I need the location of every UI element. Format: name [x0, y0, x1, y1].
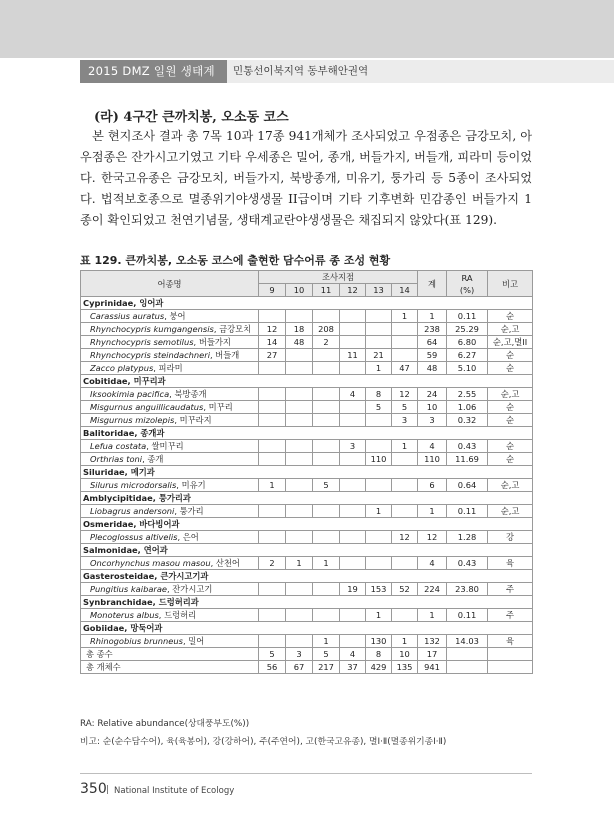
- species-name: [81, 401, 259, 414]
- site-count: [259, 583, 286, 596]
- col-header-site: 13: [366, 284, 392, 297]
- site-count: [313, 362, 340, 375]
- scientific-name: Monoterus albus: [90, 610, 159, 620]
- site-count: [286, 635, 313, 648]
- site-count: [313, 453, 340, 466]
- korean-name: , 드렁허리: [158, 610, 197, 620]
- body-paragraph: [80, 126, 532, 231]
- family-name: Osmeridae, 바다빙어과: [81, 518, 533, 531]
- col-header-total: 계: [418, 271, 447, 297]
- site-count: [286, 479, 313, 492]
- scientific-name: Rhynchocypris steindachneri: [90, 350, 210, 360]
- korean-name: , 산천어: [210, 558, 240, 568]
- family-name: Cyprinidae, 잉어과: [81, 297, 533, 310]
- site-count: [366, 336, 392, 349]
- ra-value: 1.28: [447, 531, 488, 544]
- scientific-name: Pungitius kaibarae: [90, 584, 168, 594]
- site-total: 429: [366, 661, 392, 674]
- site-count: 1: [366, 609, 392, 622]
- site-count: [340, 479, 366, 492]
- site-count: 1: [286, 557, 313, 570]
- site-count: 110: [366, 453, 392, 466]
- site-count: [286, 440, 313, 453]
- site-count: 3: [392, 414, 418, 427]
- korean-name: , 밀어: [182, 636, 205, 646]
- species-row: [81, 531, 533, 544]
- site-count: [392, 609, 418, 622]
- site-count: [366, 310, 392, 323]
- korean-name: , 쌀미꾸리: [146, 441, 184, 451]
- family-row: [81, 518, 533, 531]
- ra-value: 0.32: [447, 414, 488, 427]
- species-name: [81, 583, 259, 596]
- site-count: [366, 531, 392, 544]
- site-total: 3: [286, 648, 313, 661]
- species-row: [81, 609, 533, 622]
- site-count: [366, 479, 392, 492]
- total-count: 1: [418, 609, 447, 622]
- site-count: [340, 531, 366, 544]
- family-row: [81, 375, 533, 388]
- page-number: 350: [80, 781, 107, 797]
- site-count: [313, 505, 340, 518]
- species-row: [81, 310, 533, 323]
- korean-name: , 미꾸라지: [174, 415, 212, 425]
- site-count: [286, 505, 313, 518]
- site-count: [313, 310, 340, 323]
- remark-value: 강: [488, 531, 533, 544]
- family-name: Gasterosteidae, 큰가시고기과: [81, 570, 533, 583]
- ra-value: [447, 648, 488, 661]
- site-count: [340, 323, 366, 336]
- top-band: [0, 0, 614, 58]
- site-total: 10: [392, 648, 418, 661]
- ra-value: 23.80: [447, 583, 488, 596]
- ra-value: 0.11: [447, 310, 488, 323]
- total-count: 6: [418, 479, 447, 492]
- remark-value: 순,고: [488, 388, 533, 401]
- total-count: 12: [418, 531, 447, 544]
- korean-name: , 피라미: [153, 363, 183, 373]
- site-total: 56: [259, 661, 286, 674]
- site-count: 18: [286, 323, 313, 336]
- scientific-name: Plecoglossus altivelis: [90, 532, 178, 542]
- site-count: [313, 440, 340, 453]
- site-count: 1: [392, 635, 418, 648]
- species-name: [81, 635, 259, 648]
- site-count: [259, 531, 286, 544]
- species-row: [81, 557, 533, 570]
- site-count: [259, 362, 286, 375]
- species-name: [81, 479, 259, 492]
- site-count: 21: [366, 349, 392, 362]
- site-count: [340, 505, 366, 518]
- korean-name: , 붕어: [164, 311, 186, 321]
- site-total: 4: [340, 648, 366, 661]
- total-count: 1: [418, 505, 447, 518]
- site-count: [392, 349, 418, 362]
- korean-name: , 버들개: [210, 350, 240, 360]
- total-count: 48: [418, 362, 447, 375]
- remark-value: 순: [488, 440, 533, 453]
- grand-total: 941: [418, 661, 447, 674]
- family-row: [81, 622, 533, 635]
- ra-label: RA: [461, 272, 473, 283]
- species-name: [81, 336, 259, 349]
- site-count: [286, 609, 313, 622]
- site-count: 5: [366, 401, 392, 414]
- ra-value: 0.64: [447, 479, 488, 492]
- site-count: [259, 310, 286, 323]
- scientific-name: Misgurnus anguillicaudatus: [90, 402, 204, 412]
- total-count: 4: [418, 557, 447, 570]
- total-row: [81, 661, 533, 674]
- site-count: 3: [340, 440, 366, 453]
- total-count: 132: [418, 635, 447, 648]
- site-count: [259, 453, 286, 466]
- site-count: [340, 453, 366, 466]
- ra-value: 2.55: [447, 388, 488, 401]
- site-count: [392, 453, 418, 466]
- total-count: 1: [418, 310, 447, 323]
- scientific-name: Rhynchocypris semotilus: [90, 337, 194, 347]
- korean-name: , 미꾸리: [203, 402, 233, 412]
- remark-value: 순: [488, 310, 533, 323]
- korean-name: , 은어: [177, 532, 199, 542]
- paragraph-text: 본 현지조사 결과 총 7목 10과 17종 941개체가 조사되었고 우점종은 금강모치, 아우점종은 잔가시고기였고 기타 우세종은 밀어, 종개, 버들가지, 버들개, 피라미 등이었다. 한국고유종은 금강모치, 버들가지, 북방종개, 미유기, 퉁가리 등 5종이 조사되었다. 법적보호종으로 멸종위기야생생물 II급이며 기타 기후변화 민감종인 버들가지 1종이 확인되었고 천연기념물, 생태계교란야생생물은 채집되지 않았다(표 129).: [80, 129, 533, 227]
- species-row: [81, 362, 533, 375]
- family-row: [81, 492, 533, 505]
- site-count: [259, 388, 286, 401]
- scientific-name: Lefua costata: [90, 441, 147, 451]
- remark-value: [488, 661, 533, 674]
- family-row: [81, 570, 533, 583]
- site-count: 1: [313, 635, 340, 648]
- scientific-name: Iksookimia pacifica: [90, 389, 170, 399]
- remark-value: 육: [488, 557, 533, 570]
- footer-rule: [80, 773, 532, 774]
- family-name: Siluridae, 메기과: [81, 466, 533, 479]
- site-count: 48: [286, 336, 313, 349]
- scientific-name: Rhinogobius brunneus: [90, 636, 183, 646]
- site-count: 8: [366, 388, 392, 401]
- remark-note: 비고: 순(순수담수어), 육(육봉어), 강(강하어), 주(주연어), 고(한국고유종), 멸Ⅰ·Ⅱ(멸종위기종Ⅰ·Ⅱ): [80, 737, 447, 747]
- site-count: [340, 401, 366, 414]
- korean-name: , 퉁가리: [174, 506, 204, 516]
- ra-unit: (%): [459, 284, 475, 295]
- report-title: 2015 DMZ 일원 생태계 조사: [80, 60, 227, 83]
- site-count: [313, 388, 340, 401]
- family-name: Cobitidae, 미꾸리과: [81, 375, 533, 388]
- col-header-site: 11: [313, 284, 340, 297]
- site-count: [392, 505, 418, 518]
- family-row: [81, 297, 533, 310]
- scientific-name: Rhynchocypris kumgangensis: [90, 324, 214, 334]
- site-count: 1: [366, 505, 392, 518]
- family-row: [81, 427, 533, 440]
- remark-value: 순: [488, 453, 533, 466]
- site-count: [259, 401, 286, 414]
- site-count: 27: [259, 349, 286, 362]
- site-count: [259, 440, 286, 453]
- site-count: 52: [392, 583, 418, 596]
- site-count: 14: [259, 336, 286, 349]
- species-name: [81, 531, 259, 544]
- site-count: [340, 635, 366, 648]
- site-count: [286, 531, 313, 544]
- family-row: [81, 596, 533, 609]
- family-name: Salmonidae, 연어과: [81, 544, 533, 557]
- species-row: [81, 583, 533, 596]
- site-count: 47: [392, 362, 418, 375]
- site-count: [313, 609, 340, 622]
- scientific-name: Liobagrus andersoni: [90, 506, 175, 516]
- species-row: [81, 388, 533, 401]
- col-header-ra: [447, 271, 488, 297]
- species-row: [81, 349, 533, 362]
- total-count: 59: [418, 349, 447, 362]
- ra-value: 0.43: [447, 440, 488, 453]
- korean-name: , 잔가시고기: [167, 584, 213, 594]
- family-name: Synbranchidae, 드렁허리과: [81, 596, 533, 609]
- site-count: [392, 479, 418, 492]
- remark-value: [488, 648, 533, 661]
- site-count: 130: [366, 635, 392, 648]
- species-row: [81, 414, 533, 427]
- site-count: 12: [392, 531, 418, 544]
- site-count: [366, 414, 392, 427]
- total-count: 3: [418, 414, 447, 427]
- site-count: [366, 440, 392, 453]
- total-label: 총 개체수: [81, 661, 259, 674]
- remark-value: 순,고: [488, 505, 533, 518]
- col-header-site: 10: [286, 284, 313, 297]
- total-count: 24: [418, 388, 447, 401]
- footer-separator: |: [106, 785, 110, 795]
- korean-name: , 종개: [142, 454, 164, 464]
- total-count: 238: [418, 323, 447, 336]
- species-row: [81, 453, 533, 466]
- ra-value: 14.03: [447, 635, 488, 648]
- species-row: [81, 323, 533, 336]
- korean-name: , 북방종개: [169, 389, 207, 399]
- site-count: 5: [313, 479, 340, 492]
- footer-institute: National Institute of Ecology: [114, 786, 235, 796]
- remark-value: 순: [488, 414, 533, 427]
- ra-value: 25.29: [447, 323, 488, 336]
- site-count: [286, 583, 313, 596]
- site-count: [340, 336, 366, 349]
- site-count: 153: [366, 583, 392, 596]
- site-count: [259, 414, 286, 427]
- site-count: [286, 388, 313, 401]
- col-header-site: 9: [259, 284, 286, 297]
- site-count: [366, 323, 392, 336]
- species-name: [81, 505, 259, 518]
- remark-value: 순,고: [488, 323, 533, 336]
- site-count: 4: [340, 388, 366, 401]
- col-header-species: 어종명: [81, 271, 259, 297]
- col-header-site: 14: [392, 284, 418, 297]
- species-name: [81, 557, 259, 570]
- col-header-sites: 조사지점: [259, 271, 418, 284]
- site-count: 2: [259, 557, 286, 570]
- korean-name: , 금강모치: [213, 324, 252, 334]
- scientific-name: Orthrias toni: [90, 454, 143, 464]
- ra-value: 11.69: [447, 453, 488, 466]
- species-row: [81, 505, 533, 518]
- species-row: [81, 336, 533, 349]
- site-count: 12: [392, 388, 418, 401]
- remark-value: 순: [488, 362, 533, 375]
- family-row: [81, 466, 533, 479]
- remark-value: 순: [488, 401, 533, 414]
- family-name: Balitoridae, 종개과: [81, 427, 533, 440]
- remark-value: 육: [488, 635, 533, 648]
- total-count: 4: [418, 440, 447, 453]
- total-count: 64: [418, 336, 447, 349]
- ra-value: 5.10: [447, 362, 488, 375]
- total-count: 224: [418, 583, 447, 596]
- species-row: [81, 440, 533, 453]
- site-count: [340, 310, 366, 323]
- ra-value: [447, 661, 488, 674]
- site-count: 12: [259, 323, 286, 336]
- site-total: 67: [286, 661, 313, 674]
- site-count: [392, 557, 418, 570]
- site-count: [313, 583, 340, 596]
- scientific-name: Zacco platypus: [90, 363, 154, 373]
- species-name: [81, 414, 259, 427]
- ra-value: 0.11: [447, 505, 488, 518]
- col-header-site: 12: [340, 284, 366, 297]
- total-count: 10: [418, 401, 447, 414]
- site-count: [313, 414, 340, 427]
- site-count: [340, 414, 366, 427]
- scientific-name: Silurus microdorsalis: [90, 480, 177, 490]
- site-count: 1: [313, 557, 340, 570]
- site-count: 11: [340, 349, 366, 362]
- site-count: [313, 401, 340, 414]
- remark-value: 주: [488, 609, 533, 622]
- species-name: [81, 453, 259, 466]
- ra-value: 0.11: [447, 609, 488, 622]
- ra-note: RA: Relative abundance(상대풍부도(%)): [80, 719, 250, 729]
- species-name: [81, 362, 259, 375]
- site-count: [286, 453, 313, 466]
- site-count: [366, 557, 392, 570]
- site-count: 19: [340, 583, 366, 596]
- site-count: [286, 414, 313, 427]
- site-count: [259, 635, 286, 648]
- site-count: [340, 609, 366, 622]
- species-table-wrapper: [80, 270, 532, 674]
- remark-value: 순: [488, 349, 533, 362]
- site-count: 1: [366, 362, 392, 375]
- total-row: [81, 648, 533, 661]
- species-name: [81, 388, 259, 401]
- table-title: 표 129. 큰까치봉, 오소동 코스에 출현한 담수어류 종 조성 현황: [80, 254, 391, 267]
- species-row: [81, 401, 533, 414]
- ra-value: 0.43: [447, 557, 488, 570]
- scientific-name: Misgurnus mizolepis: [90, 415, 175, 425]
- site-count: [286, 349, 313, 362]
- scientific-name: Oncorhynchus masou masou: [90, 558, 211, 568]
- site-count: 1: [259, 479, 286, 492]
- site-total: 37: [340, 661, 366, 674]
- total-label: 총 종수: [81, 648, 259, 661]
- species-name: [81, 349, 259, 362]
- ra-value: 6.80: [447, 336, 488, 349]
- korean-name: , 미유기: [176, 480, 206, 490]
- species-name: [81, 323, 259, 336]
- remark-value: 주: [488, 583, 533, 596]
- site-total: 5: [313, 648, 340, 661]
- family-row: [81, 544, 533, 557]
- scientific-name: Carassius auratus: [90, 311, 165, 321]
- site-count: [286, 362, 313, 375]
- region-title: 민통선이북지역 동부해안권역: [227, 60, 614, 83]
- ra-value: 1.06: [447, 401, 488, 414]
- site-count: [259, 505, 286, 518]
- site-count: 1: [392, 310, 418, 323]
- site-count: [340, 362, 366, 375]
- remark-value: 순,고: [488, 479, 533, 492]
- site-count: [313, 531, 340, 544]
- remark-value: 순,고,멸II: [488, 336, 533, 349]
- site-total: 5: [259, 648, 286, 661]
- site-total: 135: [392, 661, 418, 674]
- site-count: 5: [392, 401, 418, 414]
- ra-value: 6.27: [447, 349, 488, 362]
- species-row: [81, 479, 533, 492]
- total-count: 110: [418, 453, 447, 466]
- site-count: 1: [392, 440, 418, 453]
- korean-name: , 버들가지: [193, 337, 231, 347]
- site-count: [313, 349, 340, 362]
- site-count: [259, 609, 286, 622]
- family-name: Amblycipitidae, 퉁가리과: [81, 492, 533, 505]
- site-total: 217: [313, 661, 340, 674]
- species-name: [81, 440, 259, 453]
- family-name: Gobiidae, 망둑어과: [81, 622, 533, 635]
- site-count: [392, 336, 418, 349]
- site-count: 208: [313, 323, 340, 336]
- table-body: [81, 297, 533, 674]
- species-name: [81, 310, 259, 323]
- grand-total: 17: [418, 648, 447, 661]
- species-row: [81, 635, 533, 648]
- section-title: (라) 4구간 큰까치봉, 오소동 코스: [94, 110, 289, 125]
- col-header-remark: 비고: [488, 271, 533, 297]
- site-count: [286, 310, 313, 323]
- site-count: 2: [313, 336, 340, 349]
- site-count: [392, 323, 418, 336]
- site-count: [286, 401, 313, 414]
- species-name: [81, 609, 259, 622]
- site-count: [340, 557, 366, 570]
- site-total: 8: [366, 648, 392, 661]
- species-table: [80, 270, 533, 674]
